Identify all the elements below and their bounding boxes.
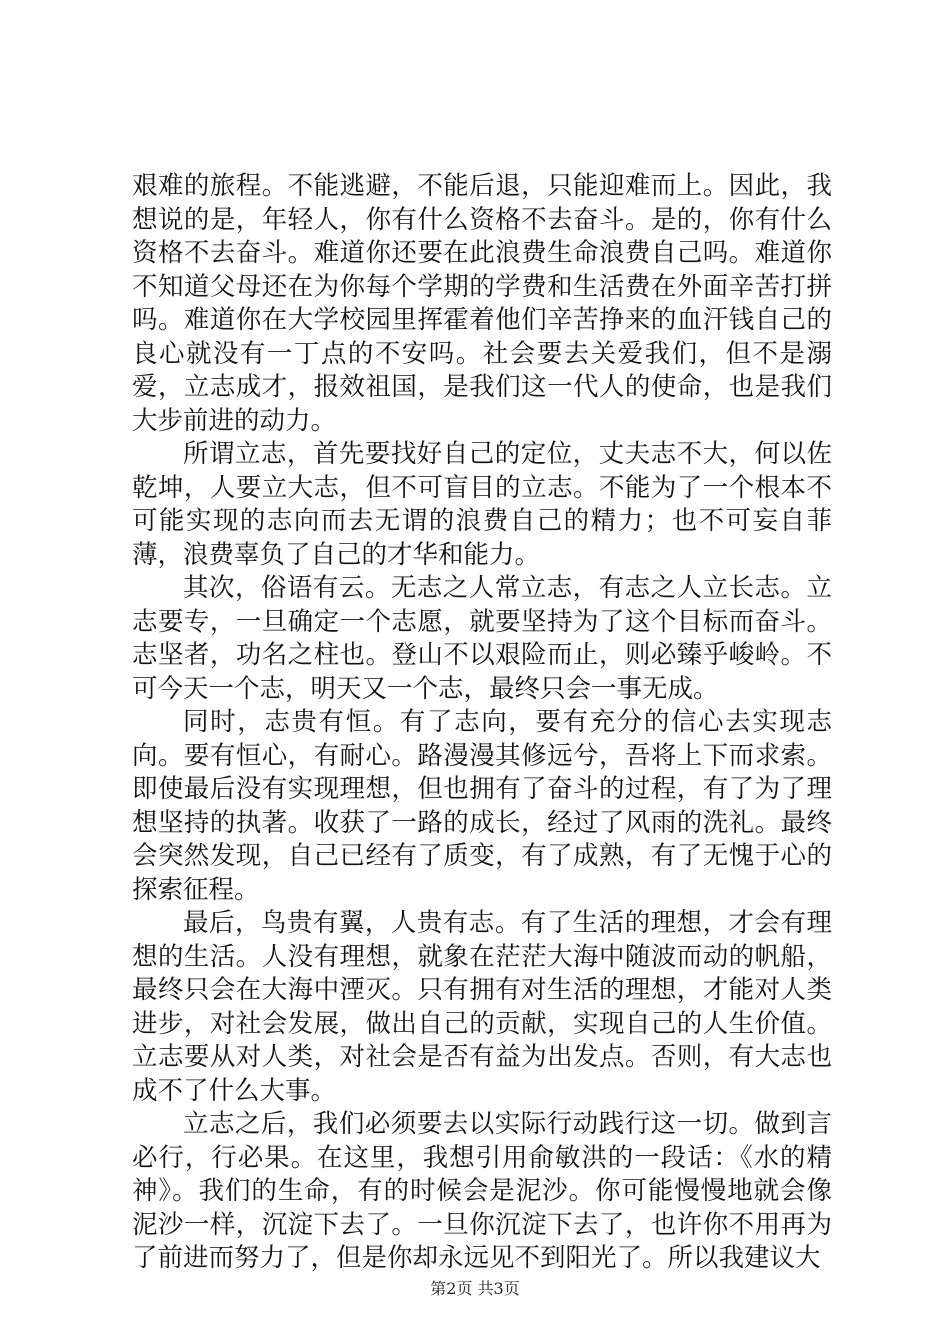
paragraph-6: 立志之后，我们必须要去以实际行动践行这一切。做到言必行，行必果。在这里，我想引用俞敏洪的一段话：《水的精神》。我们的生命，有的时候会是泥沙。你可能慢慢地就会像泥沙一样，沉淀下去了。一旦你沉淀下去了，也许你不用再为了前进而努力了，但是你却永远见不到阳光了。所以我建议大 bbox=[132, 1109, 832, 1273]
paragraph-1: 艰难的旅程。不能逃避，不能后退，只能迎难而上。因此，我想说的是，年轻人，你有什么资格不去奋斗。是的，你有什么资格不去奋斗。难道你还要在此浪费生命浪费自己吗。难道你不知道父母还在为你每个学期的学费和生活费在外面辛苦打拼吗。难道你在大学校园里挥霍着他们辛苦挣来的血汗钱自己的良心就没有一丁点的不安吗。社会要去关爱我们，但不是溺爱，立志成才，报效祖国，是我们这一代人的使命，也是我们大步前进的动力。 bbox=[132, 171, 832, 436]
paragraph-3: 其次，俗语有云。无志之人常立志，有志之人立长志。立志要专，一旦确定一个志愿，就要坚持为了这个目标而奋斗。志坚者，功名之柱也。登山不以艰险而止，则必臻乎峻岭。不可今天一个志，明天又一个志，最终只会一事无成。 bbox=[132, 573, 832, 704]
paragraph-2: 所谓立志，首先要找好自己的定位，丈夫志不大，何以佐乾坤，人要立大志，但不可盲目的立志。不能为了一个根本不可能实现的志向而去无谓的浪费自己的精力；也不可妄自菲薄，浪费辜负了自己的才华和能力。 bbox=[132, 439, 832, 570]
body-text bbox=[132, 170, 832, 1276]
page-number-footer: 第2页 共3页 bbox=[430, 1279, 520, 1298]
paragraph-4: 同时，志贵有恒。有了志向，要有充分的信心去实现志向。要有恒心，有耐心。路漫漫其修远兮，吾将上下而求索。即使最后没有实现理想，但也拥有了奋斗的过程，有了为了理想坚持的执著。收获了一路的成长，经过了风雨的洗礼。最终会突然发现，自己已经有了质变，有了成熟，有了无愧于心的探索征程。 bbox=[132, 707, 832, 905]
paragraph-5: 最后，鸟贵有翼，人贵有志。有了生活的理想，才会有理想的生活。人没有理想，就象在茫茫大海中随波而动的帆船，最终只会在大海中湮灭。只有拥有对生活的理想，才能对人类进步，对社会发展，做出自己的贡献，实现自己的人生价值。立志要从对人类，对社会是否有益为出发点。否则，有大志也成不了什么大事。 bbox=[132, 908, 832, 1106]
